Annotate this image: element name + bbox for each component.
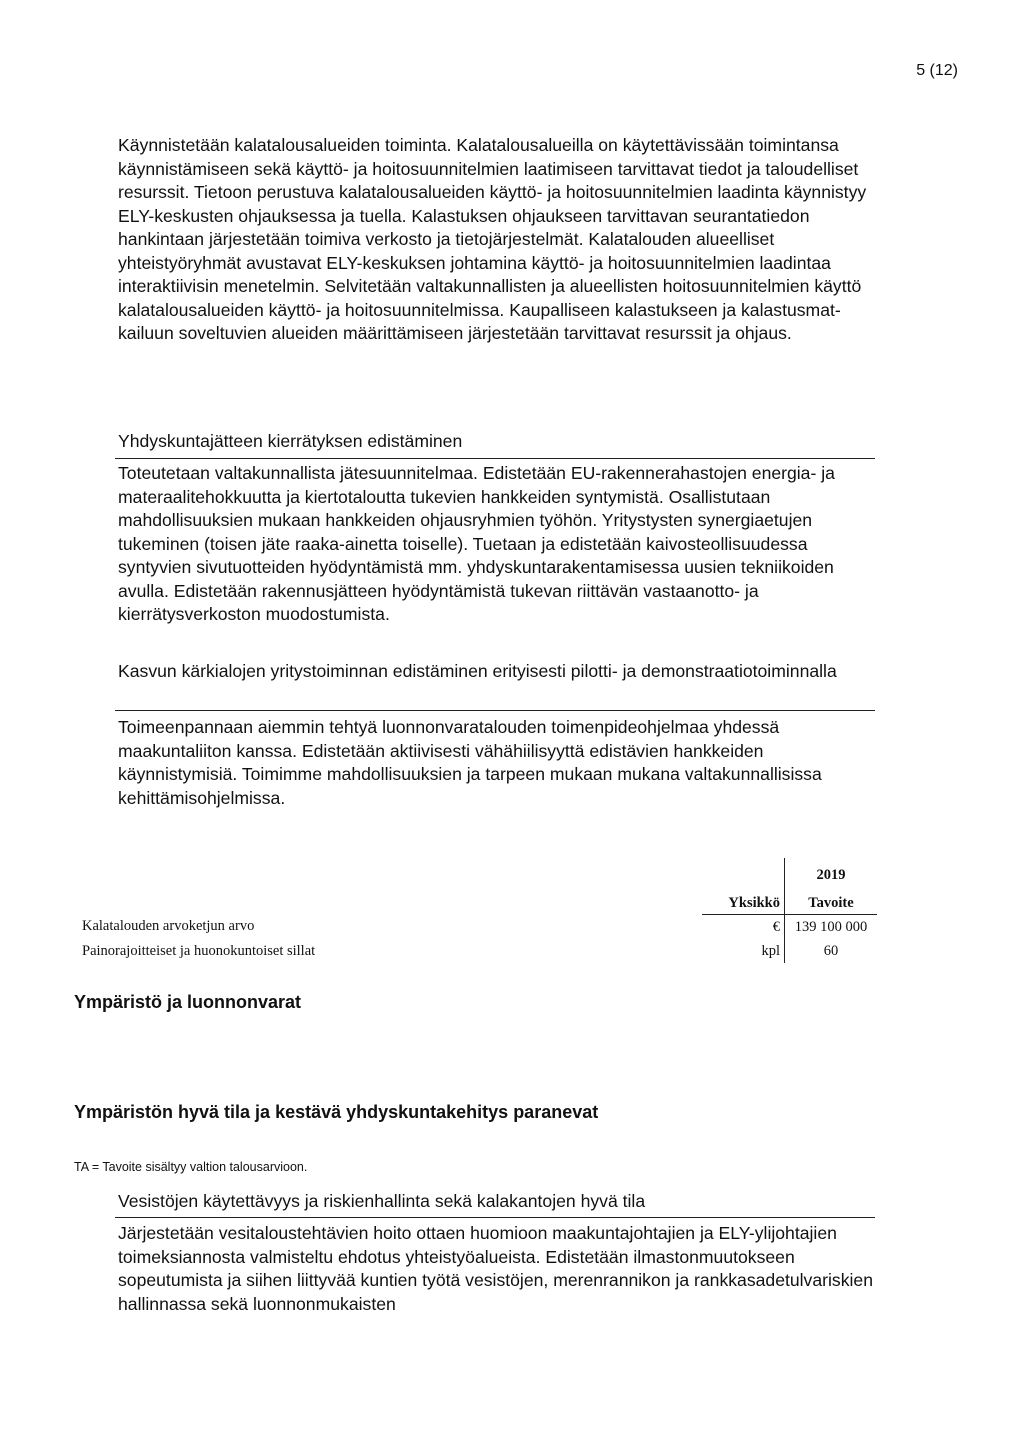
water-paragraph: Järjestetään vesitaloustehtävien hoito ottaen huomioon maakuntajohtajien ja ELY-ylijohtajien toimeksiannosta valmisteltu ehdotus yhteistyöalueista. Edistetään ilmastonmuutokseen sopeutumista ja siihen liittyvää kuntien työtä vesistöjen, merenrannikon ja rankkasadetulvariskien hallinnassa sekä luonnonmukaisten bbox=[118, 1223, 873, 1314]
row-value: 139 100 000 bbox=[794, 918, 868, 935]
table-row bbox=[82, 915, 877, 940]
goal-heading: Ympäristön hyvä tila ja kestävä yhdyskuntakehitys paranevat bbox=[74, 1102, 599, 1122]
water-divider bbox=[115, 1217, 875, 1218]
recycling-divider bbox=[115, 458, 875, 459]
growth-paragraph: Toimeenpannaan aiemmin tehtyä luonnonvaratalouden toimenpideohjelmaa yhdessä maakuntaliiton kanssa. Edistetään aktiivisesti vähähiilisyyttä edistävien hankkeiden käynnistymisiä. Toimimme mahdollisuuksien ja tarpeen mukaan mukana valtakunnallisissa kehittämisohjelmissa. bbox=[118, 717, 822, 808]
table-year-row bbox=[82, 858, 877, 884]
recycling-heading: Yhdyskuntajätteen kierrätyksen edistäminen bbox=[118, 431, 463, 451]
year-header: 2019 bbox=[816, 867, 846, 883]
row-unit: kpl bbox=[702, 939, 785, 963]
indicator-table bbox=[82, 858, 877, 963]
environment-heading: Ympäristö ja luonnonvarat bbox=[74, 992, 302, 1012]
ta-note: TA = Tavoite sisältyy valtion talousarvioon. bbox=[74, 1160, 308, 1174]
row-name: Kalatalouden arvoketjun arvo bbox=[82, 918, 255, 935]
page-number: 5 (12) bbox=[916, 62, 958, 79]
table-row bbox=[82, 939, 877, 963]
row-name: Painorajoitteiset ja huonokuntoiset sillat bbox=[82, 942, 316, 959]
water-heading: Vesistöjen käytettävyys ja riskienhallinta sekä kalakantojen hyvä tila bbox=[118, 1191, 646, 1211]
table-header-row bbox=[82, 884, 877, 915]
unit-header: Yksikkö bbox=[702, 884, 785, 915]
row-unit: € bbox=[702, 915, 785, 940]
recycling-paragraph: Toteutetaan valtakunnallista jätesuunnitelmaa. Edistetään EU-rakennerahastojen energia- ja materaalitehokkuutta ja kiertotaloutta tukevien hankkeiden syntymistä. Osallistutaan mahdollisuuksien mukaan hankkeiden ohjausryhmien työhön. Yritystysten synergiaetujen tukeminen (toisen jäte raaka-ainetta toiselle). Tuetaan ja edistetään kaivosteollisuudessa syntyvien sivutuotteiden hyödyntämistä mm. yhdyskuntarakentamisessa uusien tekniikoiden avulla. Edistetään rakennusjätteen hyödyntämistä tukevan riittävän vastaanotto- ja kierrätysverkoston muodostumista. bbox=[118, 463, 835, 624]
growth-heading: Kasvun kärkialojen yritystoiminnan edistäminen erityisesti pilotti- ja demonstraatiotoiminnalla bbox=[118, 661, 837, 681]
growth-divider bbox=[115, 710, 875, 711]
target-header: Tavoite bbox=[785, 884, 878, 915]
row-value: 60 bbox=[823, 942, 839, 959]
intro-paragraph: Käynnistetään kalatalousalueiden toiminta. Kalatalousalueilla on käytettävissään toimintansa käynnistämiseen sekä käyttö- ja hoitosuunnitelmien laatimiseen tarvittavat tiedot ja taloudelliset resurssit. Tietoon perustuva kalatalousalueiden käyttö- ja hoitosuunnitelmien laadinta käynnistyy ELY-keskusten ohjauksessa ja tuella. Kalastuksen ohjaukseen tarvittavan seurantatiedon hankintaan järjestetään toimiva verkosto ja tietojärjestelmät. Kalatalouden alueelliset yhteistyöryhmät avustavat ELY-keskuksen johtamina käyttö- ja hoitosuunnitelmien laadintaa interaktiivisin menetelmin. Selvitetään valtakunnallisten ja alueellisten hoitosuunnitelmien käyttö kalatalousalueiden käyttö- ja hoitosuunnitelmissa. Kaupalliseen kalastukseen ja kalastusmat-kailuun soveltuvien alueiden määrittämiseen järjestetään tarvittavat resurssit ja ohjaus. bbox=[118, 135, 867, 343]
